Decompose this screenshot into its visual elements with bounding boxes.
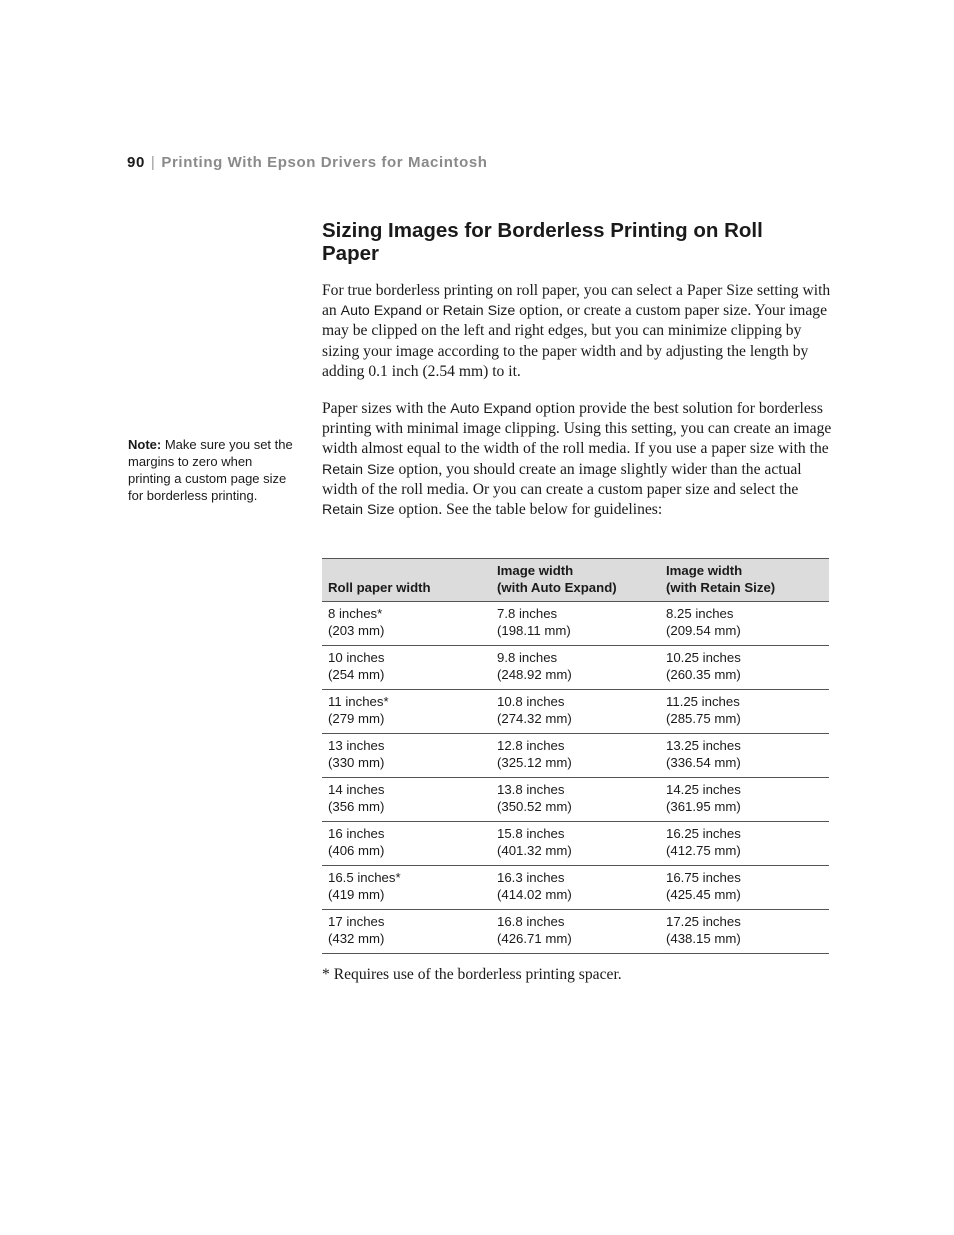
- table-cell: [322, 734, 491, 778]
- table-cell: [322, 822, 491, 866]
- cell-inches: 13.25 inches: [666, 738, 741, 753]
- cell-inches: 14.25 inches: [666, 782, 741, 797]
- page-heading: Sizing Images for Borderless Printing on Roll Paper: [322, 219, 763, 265]
- table-row: [322, 866, 829, 910]
- table-cell: [660, 778, 829, 822]
- table-row: [322, 734, 829, 778]
- header-line: (with Auto Expand): [497, 580, 617, 595]
- retain-size-term: Retain Size: [442, 303, 516, 320]
- intro-paragraph: [322, 281, 832, 382]
- cell-mm: (203 mm): [328, 623, 385, 638]
- table-cell: [660, 646, 829, 690]
- cell-mm: (254 mm): [328, 667, 385, 682]
- cell-inches: 15.8 inches: [497, 826, 565, 841]
- auto-expand-term: Auto Expand: [450, 401, 532, 417]
- cell-mm: (198.11 mm): [497, 623, 571, 638]
- header-line: Roll paper width: [328, 580, 431, 595]
- table-cell: [491, 602, 660, 646]
- table-row: [322, 690, 829, 734]
- cell-mm: (285.75 mm): [666, 711, 741, 726]
- cell-mm: (274.32 mm): [497, 711, 572, 726]
- cell-inches: 16.5 inches*: [328, 870, 401, 885]
- cell-inches: 9.8 inches: [497, 650, 558, 665]
- cell-mm: (432 mm): [328, 931, 385, 946]
- cell-mm: (426.71 mm): [497, 931, 572, 946]
- text-run: option, or create a custom paper size. Your image may be clipped on the left and right edges, but you can minimize clipping by sizing your image according to the paper width and by adjusting the length by adding 0.1 inch (2.54 mm) to it.: [322, 302, 828, 380]
- cell-inches: 8.25 inches: [666, 606, 734, 621]
- cell-inches: 10 inches: [328, 650, 385, 665]
- cell-inches: 16.3 inches: [497, 870, 565, 885]
- cell-inches: 7.8 inches: [497, 606, 558, 621]
- text-run: option provide the best solution for borderless printing with minimal image clipping. Using this setting, you can create an image width almost equal to the width of the roll media. If you use a paper size with the: [322, 400, 832, 458]
- table-cell: [660, 690, 829, 734]
- table-cell: [660, 734, 829, 778]
- note-label: Note:: [128, 437, 162, 452]
- table-cell: [491, 822, 660, 866]
- cell-mm: (356 mm): [328, 799, 385, 814]
- cell-mm: (260.35 mm): [666, 667, 741, 682]
- table-cell: [660, 866, 829, 910]
- cell-inches: 17 inches: [328, 914, 385, 929]
- table-cell: [491, 646, 660, 690]
- retain-size-term: Retain Size: [322, 461, 395, 478]
- cell-inches: 14 inches: [328, 782, 385, 797]
- table-cell: [322, 778, 491, 822]
- cell-inches: 16 inches: [328, 826, 385, 841]
- table-header-row: [322, 559, 829, 602]
- table-cell: [491, 734, 660, 778]
- table-cell: [322, 602, 491, 646]
- cell-inches: 11 inches*: [328, 694, 389, 709]
- cell-inches: 16.25 inches: [666, 826, 741, 841]
- cell-mm: (425.45 mm): [666, 887, 741, 902]
- table-row: [322, 602, 829, 646]
- cell-inches: 11.25 inches: [666, 694, 740, 709]
- header-separator: |: [150, 154, 156, 171]
- table-row: [322, 646, 829, 690]
- cell-inches: 16.75 inches: [666, 870, 741, 885]
- roll-paper-width-table: [322, 558, 829, 954]
- table-row: [322, 822, 829, 866]
- header-line: (with Retain Size): [666, 580, 776, 595]
- table-cell: [322, 910, 491, 954]
- cell-inches: 8 inches*: [328, 606, 383, 621]
- cell-inches: 10.8 inches: [497, 694, 565, 709]
- cell-inches: 16.8 inches: [497, 914, 565, 929]
- note-text: Make sure you set the margins to zero when printing a custom page size for borderless printing.: [128, 437, 293, 503]
- cell-mm: (279 mm): [328, 711, 385, 726]
- text-run: For true borderless printing on roll paper, you can select a Paper Size setting with an: [322, 282, 831, 320]
- cell-inches: 13.8 inches: [497, 782, 565, 797]
- header-line: Image width: [666, 563, 743, 578]
- retain-size-term: Retain Size: [322, 502, 395, 519]
- cell-mm: (361.95 mm): [666, 799, 741, 814]
- cell-mm: (330 mm): [328, 755, 385, 770]
- cell-mm: (438.15 mm): [666, 931, 741, 946]
- cell-mm: (336.54 mm): [666, 755, 741, 770]
- cell-mm: (248.92 mm): [497, 667, 572, 682]
- table-cell: [322, 646, 491, 690]
- table-cell: [491, 690, 660, 734]
- auto-expand-term: Auto Expand: [340, 303, 422, 320]
- cell-inches: 12.8 inches: [497, 738, 565, 753]
- cell-mm: (414.02 mm): [497, 887, 572, 902]
- cell-mm: (209.54 mm): [666, 623, 741, 638]
- cell-mm: (419 mm): [328, 887, 385, 902]
- text-run: option. See the table below for guidelines:: [394, 501, 663, 519]
- table-footnote: * Requires use of the borderless printing spacer.: [322, 966, 622, 983]
- cell-mm: (325.12 mm): [497, 755, 572, 770]
- cell-mm: (350.52 mm): [497, 799, 572, 814]
- table-cell: [322, 866, 491, 910]
- table-cell: [322, 690, 491, 734]
- cell-inches: 17.25 inches: [666, 914, 741, 929]
- margin-note: [128, 436, 293, 504]
- text-run: or: [421, 302, 443, 320]
- table-cell: [660, 602, 829, 646]
- table-row: [322, 910, 829, 954]
- table-cell: [491, 778, 660, 822]
- table-cell: [491, 910, 660, 954]
- cell-mm: (406 mm): [328, 843, 385, 858]
- table-cell: [491, 866, 660, 910]
- cell-mm: (412.75 mm): [666, 843, 741, 858]
- guidance-paragraph: [322, 399, 832, 520]
- header-roll-paper-width: [322, 559, 491, 602]
- table-cell: [660, 822, 829, 866]
- table-row: [322, 778, 829, 822]
- running-header: [127, 154, 488, 171]
- header-auto-expand-width: [491, 559, 660, 602]
- cell-mm: (401.32 mm): [497, 843, 572, 858]
- page-number: 90: [127, 154, 145, 171]
- text-run: option, you should create an image slightly wider than the actual width of the roll media. Or you can create a custom paper size and select the: [322, 460, 802, 498]
- cell-inches: 13 inches: [328, 738, 385, 753]
- text-run: Paper sizes with the: [322, 400, 451, 417]
- header-retain-size-width: [660, 559, 829, 602]
- section-title: Printing With Epson Drivers for Macintosh: [161, 154, 488, 171]
- table-cell: [660, 910, 829, 954]
- header-line: Image width: [497, 563, 574, 578]
- cell-inches: 10.25 inches: [666, 650, 741, 665]
